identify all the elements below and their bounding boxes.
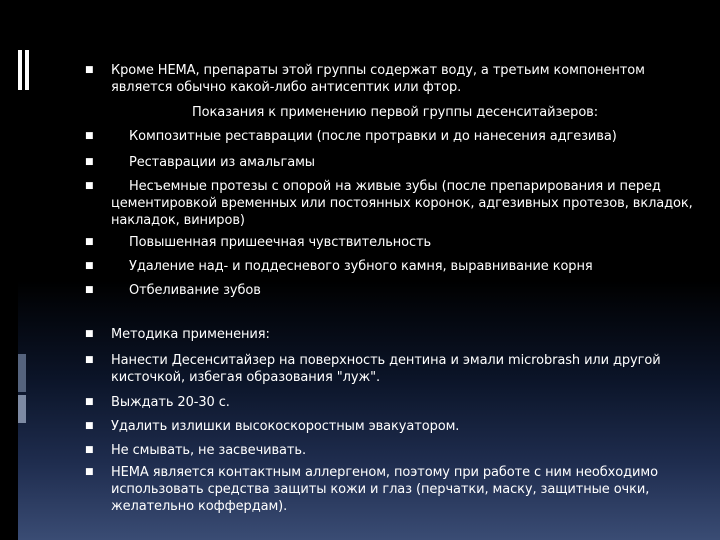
list-item — [85, 178, 705, 229]
item-text: Нанести Десенситайзер на поверхность дентина и эмали microbrash или другой кисточкой, избегая образования "луж". — [111, 353, 661, 385]
item-text: Повышенная пришеечная чувствительность — [129, 235, 432, 250]
bullet-icon: ■ — [85, 397, 94, 407]
item-text: Реставрации из амальгамы — [129, 155, 315, 170]
list-item — [85, 154, 315, 171]
item-text: HEMA является контактным аллергеном, поэтому при работе с ним необходимо использовать средства защиты кожи и глаз (перчатки, маску, защитные очки, желательно коффердам). — [111, 465, 658, 514]
item-text: Методика применения: — [111, 327, 270, 342]
list-item — [85, 418, 459, 435]
bullet-icon: ■ — [85, 285, 94, 295]
list-item — [85, 128, 617, 145]
list-item — [85, 394, 230, 411]
list-item — [85, 352, 705, 386]
bullet-icon: ■ — [85, 329, 94, 339]
list-item — [85, 234, 431, 251]
decor-stripe — [18, 50, 22, 90]
bullet-icon: ■ — [85, 157, 94, 167]
item-text: Удалить излишки высокоскоростным эвакуатором. — [111, 419, 460, 434]
bullet-icon: ■ — [85, 355, 94, 365]
decor-stripe — [25, 50, 29, 90]
list-item — [85, 464, 705, 515]
item-text: Несъемные протезы с опорой на живые зубы (после препарирования и перед цементировкой временных или постоянных коронок, адгезивных протезов, вкладок, накладок, виниров) — [111, 179, 693, 228]
item-text: Отбеливание зубов — [129, 283, 261, 298]
left-decor-bar — [0, 0, 18, 540]
item-text: Кроме HEMA, препараты этой группы содержат воду, а третьим компонентом является обычно какой-либо антисептик или фтор. — [111, 63, 645, 95]
list-item — [85, 442, 306, 459]
list-item — [85, 326, 270, 343]
bullet-icon: ■ — [85, 237, 94, 247]
bullet-icon: ■ — [85, 261, 94, 271]
bullet-icon: ■ — [85, 467, 94, 477]
list-item — [85, 282, 261, 299]
bullet-icon: ■ — [85, 445, 94, 455]
decor-block — [18, 395, 26, 423]
list-item — [85, 62, 705, 96]
item-text: Показания к применению первой группы десенситайзеров: — [191, 105, 599, 120]
item-text: Удаление над- и поддесневого зубного камня, выравнивание корня — [129, 259, 593, 274]
section-heading — [85, 104, 679, 121]
bullet-icon: ■ — [85, 181, 94, 191]
list-item — [85, 258, 593, 275]
bullet-icon: ■ — [85, 65, 94, 75]
item-text: Не смывать, не засвечивать. — [111, 443, 306, 458]
item-text: Выждать 20-30 с. — [111, 395, 230, 410]
bullet-icon: ■ — [85, 131, 94, 141]
bullet-icon: ■ — [85, 421, 94, 431]
decor-block — [18, 354, 26, 392]
item-text: Композитные реставрации (после протравки и до нанесения адгезива) — [129, 129, 617, 144]
